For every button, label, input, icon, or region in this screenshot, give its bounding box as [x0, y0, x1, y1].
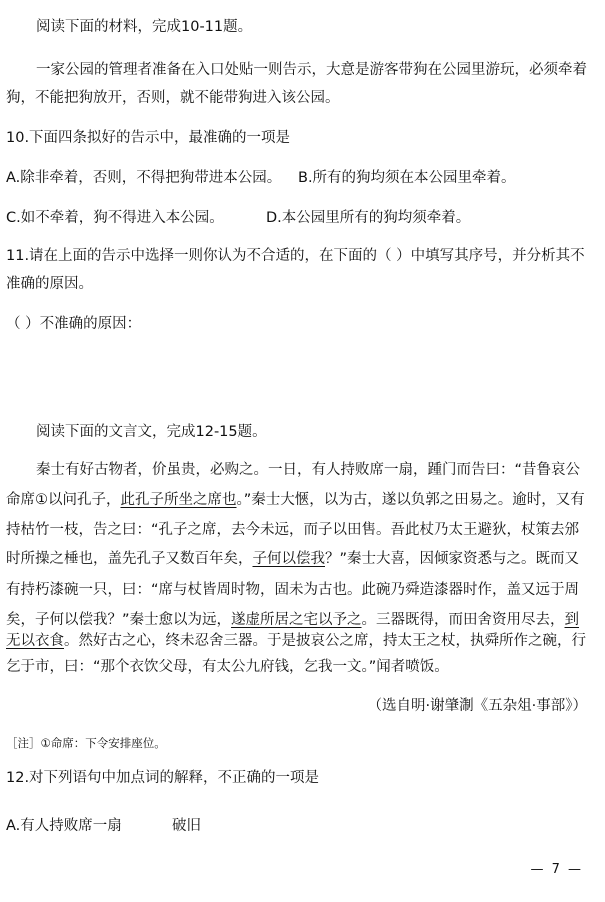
underlined-phrase-3: 遂虚所居之宅以予之: [231, 612, 362, 628]
passage-line-2: 命席①以问孔子，此孔子所坐之席也。”秦士大愜，以为古，遂以负郭之田易之。逾时，又有: [6, 492, 585, 508]
passage-line-1: 秦士有好古物者，价虽贵，必购之。一日，有人持败席一扇，踵门而告曰：“昔鲁哀公: [36, 462, 581, 478]
section-intro-2: 阅读下面的文言文，完成12-15题。: [36, 424, 267, 440]
passage-line-4: 时所操之棰也，盖先孔子又数百年矣，子何以偿我？”秦士大喜，因倾家资悉与之。既而又: [6, 551, 580, 567]
passage-line-6: 矣，子何以偿我？”秦士愈以为远，遂虚所居之宅以予之。三器既得，而田舍资用尽去，到: [6, 612, 580, 628]
passage-line-5: 有持朽漆碗一只，曰：“席与杖皆周时物，固未为古也。此碗乃舜造漆器时作，盖又远于周: [6, 582, 580, 598]
option-10-b: B.所有的狗均须在本公园里牵着。: [298, 170, 516, 186]
passage-line-3: 持枯竹一枝，告之曰：“孔子之席，去今未远，而子以田售。吾此杖乃太王避狄，杖策去邠: [6, 522, 580, 538]
passage-line-7: 无以衣食。然好古之心，终未忍舍三器。于是披哀公之席，持太王之杖，执舜所作之碗，行: [6, 633, 586, 649]
section-intro-1: 阅读下面的材料，完成10-11题。: [36, 19, 253, 35]
option-10-a: A.除非牵着，否则，不得把狗带进本公园。: [6, 170, 282, 186]
question-11-line-1: 11.请在上面的告示中选择一则你认为不合适的，在下面的（ ）中填写其序号，并分析其不: [6, 248, 585, 264]
material-line-1: 一家公园的管理者准备在入口处贴一则告示，大意是游客带狗在公园里游玩，必须牵着: [36, 62, 587, 78]
underlined-phrase-4: 无以衣食: [6, 633, 64, 649]
material-line-2: 狗，不能把狗放开，否则，就不能带狗进入该公园。: [6, 90, 340, 106]
option-10-c: C.如不牵着，狗不得进入本公园。: [6, 210, 224, 226]
passage-line-8: 乞于市，曰：“那个衣饮父母，有太公九府钱，乞我一文。”闻者喷饭。: [6, 659, 449, 675]
page-number: — 7 —: [530, 862, 583, 877]
footnote: ［注］①命席：下令安排座位。: [6, 736, 166, 750]
question-10: 10.下面四条拟好的告示中，最准确的一项是: [6, 130, 291, 146]
underlined-phrase-2: 子何以偿我: [252, 551, 325, 567]
question-11-line-2: 准确的原因。: [6, 276, 93, 292]
option-10-d: D.本公园里所有的狗均须牵着。: [266, 210, 471, 226]
underlined-phrase-1: 此孔子所坐之席也: [120, 492, 237, 508]
question-12: 12.对下列语句中加点词的解释，不正确的一项是: [6, 770, 320, 786]
source-citation: （选自明·谢肇淛《五杂俎·事部》）: [367, 698, 587, 714]
option-12-a: A.有人持败席一扇: [6, 818, 122, 834]
answer-blank-line: （ ）不准确的原因：: [6, 316, 142, 332]
option-12-a-meaning: 破旧: [172, 818, 201, 834]
